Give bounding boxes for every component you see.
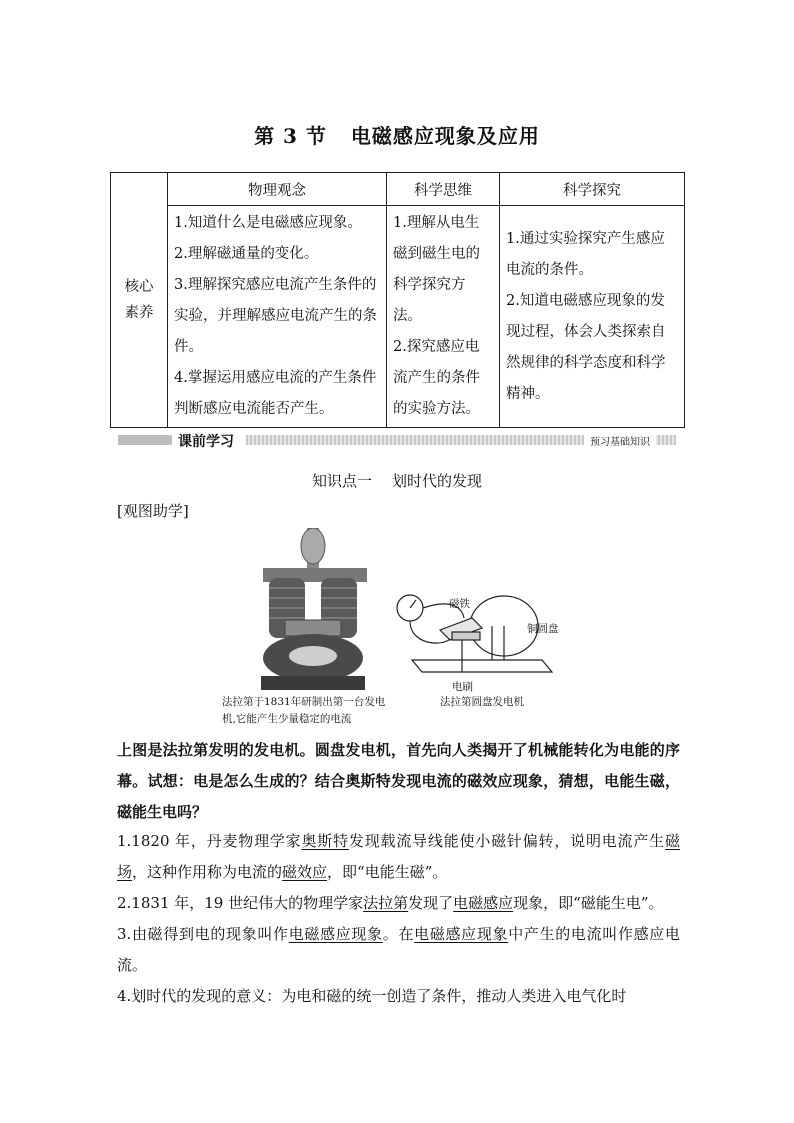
core-literacy-label: 核心 素养 — [111, 173, 168, 428]
label-magnet: 磁铁 — [449, 598, 470, 610]
blank-answer: 电磁感应 — [453, 894, 514, 912]
figure-guide-label: [观图助学] — [117, 502, 189, 520]
core-literacy-table — [110, 172, 685, 428]
knowledge-point-title: 知识点一 划时代的发现 — [311, 472, 483, 490]
banner-tag: 预习基础知识 — [584, 433, 656, 448]
blank-answer: 电磁感应现象 — [288, 925, 383, 943]
paragraph-4: 4.划时代的发现的意义：为电和磁的统一创造了条件，推动人类进入电气化时 — [117, 987, 627, 1005]
blank-answer: 磁效应 — [282, 863, 328, 881]
diagram-caption: 法拉第圆盘发电机 — [440, 696, 524, 708]
paragraph-3: 3.由磁得到电的现象叫作电磁感应现象。在电磁感应现象中产生的电流叫作感应电流。 — [117, 925, 680, 974]
section-number: 第 3 节 — [254, 124, 327, 148]
blank-answer: 奥斯特 — [301, 832, 349, 850]
scientific-thinking-cell: 1.理解从电生磁到磁生电的科学探究方法。 2.探究感应电流产生的条件的实验方法。 — [387, 206, 500, 428]
header-scientific-inquiry: 科学探究 — [500, 173, 685, 206]
section-banner — [118, 432, 676, 448]
paragraph-1: 1.1820 年，丹麦物理学家奥斯特发现载流导线能使小磁针偏转，说明电流产生磁场，这种作用称为电流的磁效应，即“电能生磁”。 — [117, 832, 680, 881]
label-brush: 电刷 — [452, 681, 473, 693]
physics-concept-cell: 1.知道什么是电磁感应现象。 2.理解磁通量的变化。 3.理解探究感应电流产生条件的实验，并理解感应电流产生的条件。 4.掌握运用感应电流的产生条件判断感应电流能否产生。 — [168, 206, 387, 428]
faraday-generator-photo — [255, 528, 375, 694]
banner-label: 课前学习 — [178, 434, 234, 450]
header-scientific-thinking: 科学思维 — [387, 173, 500, 206]
blank-answer: 磁场 — [117, 832, 680, 881]
intro-paragraph: 上图是法拉第发明的发电机。圆盘发电机，首先向人类揭开了机械能转化为电能的序幕。试想：电是怎么生成的？结合奥斯特发现电流的磁效应现象，猜想，电能生磁，磁能生电吗？ — [117, 741, 680, 821]
section-name: 电磁感应现象及应用 — [350, 124, 540, 148]
scientific-inquiry-cell: 1.通过实验探究产生感应电流的条件。 2.知道电磁感应现象的发现过程，体会人类探索自然规律的科学态度和科学精神。 — [500, 206, 685, 428]
blank-answer: 法拉第 — [363, 894, 409, 912]
page-title — [0, 120, 794, 149]
photo-caption: 法拉第于1831年研制出第一台发电机,它能产生少量稳定的电流 — [222, 696, 386, 725]
banner-bar-left — [118, 435, 172, 445]
blank-answer: 电磁感应现象 — [414, 925, 509, 943]
header-physics-concept: 物理观念 — [168, 173, 387, 206]
label-copper-disk: 铜圆盘 — [527, 623, 559, 635]
paragraph-2: 2.1831 年，19 世纪伟大的物理学家法拉第发现了电磁感应现象，即“磁能生电”。 — [117, 894, 664, 912]
